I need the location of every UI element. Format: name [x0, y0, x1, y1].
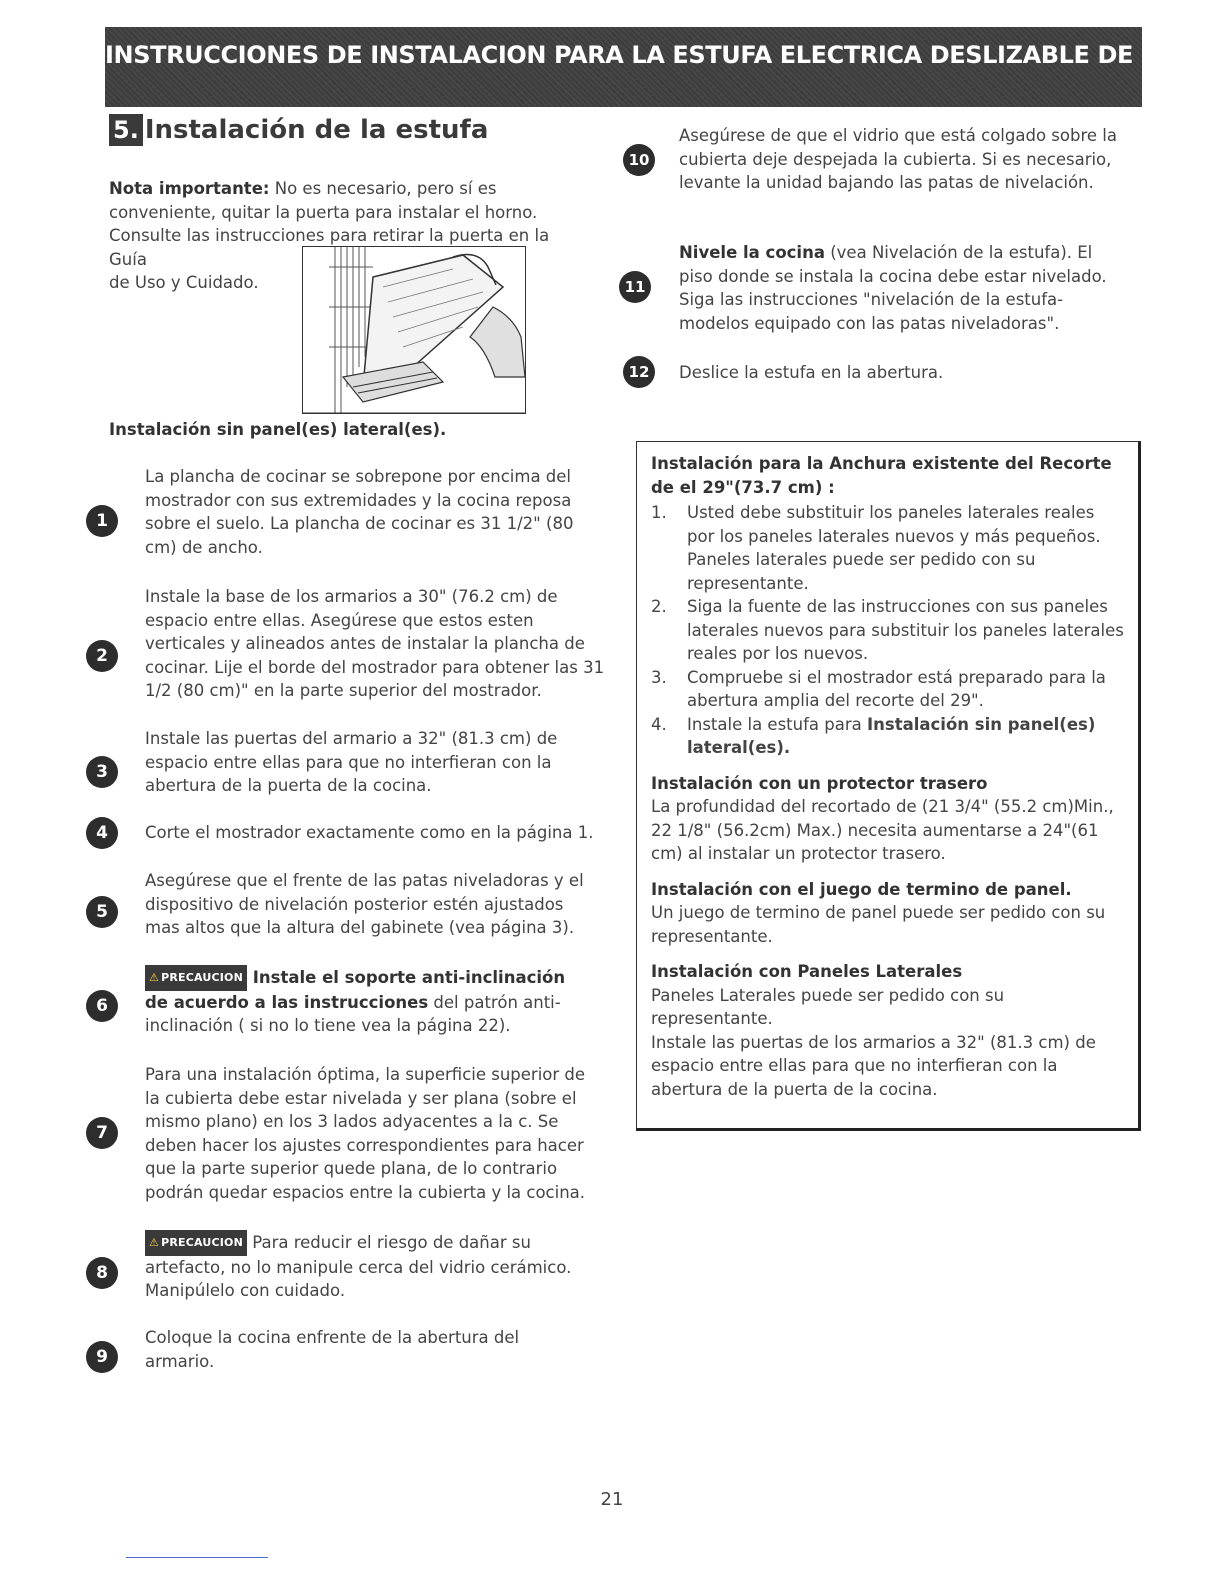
list-text: Instale la estufa para [687, 714, 867, 734]
text-line: Asegúrese que el frente de las patas niveladoras y el [145, 871, 584, 890]
warning-icon: ⚠ [149, 1236, 160, 1249]
list-item [651, 666, 1126, 713]
protector-text: La profundidad del recortado de (21 3/4" (55.2 cm)Min., 22 1/8" (56.2cm) Max.) necesita aumentarse a 24"(61 cm) al instalar un protector trasero. [651, 797, 1114, 863]
text-line: La plancha de cocinar se sobrepone por encima del [145, 467, 572, 486]
panel-kit-heading: Instalación con el juego de termino de panel. [651, 879, 1072, 899]
step-8-bullet: 8 [86, 1257, 118, 1289]
step-1-text [145, 465, 615, 559]
step-6-bullet: 6 [86, 990, 118, 1022]
list-number: 2. [651, 597, 667, 616]
text-line: piso donde se instala la cocina debe estar nivelado. [679, 266, 1107, 286]
side-panels-text: Instale las puertas de los armarios a 32" (81.3 cm) de espacio entre ellas para que no interfieran con la abertura de la puerta de la cocina. [651, 1032, 1096, 1099]
side-panels-heading: Instalación con Paneles Laterales [651, 962, 963, 981]
section-heading [109, 114, 488, 150]
text-line: Para una instalación óptima, la superficie superior de [145, 1065, 586, 1084]
note-line: conveniente, quitar la puerta para instalar el horno. [109, 202, 538, 222]
caution-badge [145, 1230, 247, 1256]
text-line: levante la unidad bajando las patas de nivelación. [679, 173, 1094, 192]
step-11-bullet: 11 [619, 271, 651, 303]
step-2-text [145, 585, 615, 703]
list-number: 1. [651, 503, 667, 522]
caution-badge [145, 965, 247, 991]
section-title: Instalación de la estufa [144, 115, 489, 145]
text-line: mismo plano) en los 3 lados adyacentes a la c. Se [145, 1112, 559, 1131]
step-10-text [679, 124, 1149, 195]
list-item [651, 595, 1126, 666]
oven-door-illustration [302, 246, 526, 414]
list-text: Usted debe substituir los paneles laterales reales por los paneles laterales nuevos y más pequeños. Paneles laterales puede ser pedido con su representante. [687, 503, 1101, 593]
box-list [651, 501, 1126, 760]
note-line: No es necesario, pero sí es [269, 179, 497, 198]
text-line: artefacto, no lo manipule cerca del vidrio cerámico. [145, 1257, 572, 1277]
list-text-bold: Instalación sin panel(es) lateral(es). [687, 714, 1096, 757]
text-line: (vea Nivelación de la estufa). El [824, 243, 1093, 262]
list-item [651, 501, 1126, 595]
step-6-text [145, 965, 625, 1038]
step-12-bullet: 12 [623, 356, 655, 388]
text-line: cocinar. Lije el borde del mostrador para obtener las 31 [145, 657, 605, 677]
note-line: de Uso y Cuidado. [109, 273, 259, 292]
step-3-bullet: 3 [86, 756, 118, 788]
list-number: 4. [651, 714, 667, 734]
list-number: 3. [651, 667, 667, 687]
box-heading: Instalación para la Anchura existente del Recorte [651, 454, 1112, 473]
warning-icon: ⚠ [149, 971, 160, 984]
text-line: mas altos que la altura del gabinete (vea página 3). [145, 918, 575, 937]
side-panels-text: Paneles Laterales puede ser pedido con su representante. [651, 985, 1005, 1028]
text-line: Deslice la estufa en la abertura. [679, 363, 944, 382]
step-10-bullet: 10 [623, 144, 655, 176]
text-line: sobre el suelo. La plancha de cocinar es 31 1/2" (80 [145, 514, 574, 533]
title-banner [105, 27, 1186, 107]
step-2-bullet: 2 [86, 640, 118, 672]
text-line: verticales y alineados antes de instalar la plancha de [145, 634, 585, 653]
list-item [651, 713, 1126, 760]
text-line: inclinación ( si no lo tiene vea la página 22). [145, 1016, 511, 1035]
caution-label: PRECAUCION [161, 971, 244, 984]
text-line: del patrón anti- [428, 992, 561, 1012]
text-line: Corte el mostrador exactamente como en la página 1. [145, 823, 594, 842]
note-line: Consulte las instrucciones para retirar la puerta en la Guía [109, 226, 550, 269]
step-5-bullet: 5 [86, 896, 118, 928]
text-line: de acuerdo a las instrucciones [145, 992, 429, 1012]
text-line: cm) de ancho. [145, 537, 263, 557]
step-9-text [145, 1326, 615, 1373]
protector-heading: Instalación con un protector trasero [651, 773, 988, 793]
text-line: armario. [145, 1351, 215, 1371]
page-number: 21 [600, 1489, 624, 1510]
text-line: Nivele la cocina [679, 243, 825, 262]
step-3-text [145, 727, 615, 798]
section-number: 5. [109, 114, 143, 146]
text-line: mostrador con sus extremidades y la cocina reposa [145, 490, 572, 510]
step-1-bullet: 1 [86, 505, 118, 537]
list-text: Compruebe si el mostrador está preparado para la abertura amplia del recorte del 29". [687, 667, 1106, 710]
text-line: Instale las puertas del armario a 32" (81.3 cm) de [145, 729, 558, 748]
text-line: cubierta deje despejada la cubierta. Si es necesario, [679, 149, 1112, 169]
step-9-bullet: 9 [86, 1341, 118, 1373]
text-line: espacio entre ellas. Asegúrese que estos esten [145, 610, 534, 630]
text-line: Siga las instrucciones "nivelación de la estufa- [679, 290, 1064, 309]
note-label: Nota importante: [109, 179, 270, 198]
no-side-panel-heading: Instalación sin panel(es) lateral(es). [109, 420, 447, 439]
banner-title: INSTRUCCIONES DE INSTALACION PARA LA ESTUFA ELECTRICA DESLIZABLE DE 30" [105, 41, 1186, 69]
info-box [636, 441, 1141, 1131]
list-text: Siga la fuente de las instrucciones con sus paneles laterales nuevos para substituir los paneles laterales reales por los nuevos. [687, 597, 1124, 663]
text-line: Para reducir el riesgo de dañar su [247, 1233, 531, 1252]
step-7-bullet: 7 [86, 1117, 118, 1149]
caution-label: PRECAUCION [161, 1236, 244, 1249]
text-line: 1/2 (80 cm)" en la parte superior del mostrador. [145, 681, 542, 700]
text-line: abertura de la puerta de la cocina. [145, 776, 432, 795]
footer-rule [126, 1557, 268, 1558]
step-5-text [145, 869, 615, 940]
step-12-text [679, 361, 1149, 385]
text-line: espacio entre ellas para que no interfieran con la [145, 752, 552, 772]
text-line: podrán quedar espacios entre la cubierta y la cocina. [145, 1182, 586, 1202]
text-line: Coloque la cocina enfrente de la abertura del [145, 1328, 520, 1347]
text-line: la cubierta debe estar nivelada y ser plana (sobre el [145, 1088, 577, 1108]
text-line: modelos equipado con las patas niveladoras". [679, 313, 1060, 333]
step-4-text [145, 821, 615, 845]
text-line: Instale la base de los armarios a 30" (76.2 cm) de [145, 587, 558, 606]
text-line: dispositivo de nivelación posterior estén ajustados [145, 894, 564, 914]
step-7-text [145, 1063, 615, 1204]
text-line: Manipúlelo con cuidado. [145, 1281, 346, 1300]
step-8-text [145, 1230, 615, 1303]
text-line: deben hacer los ajustes correspondientes para hacer [145, 1135, 584, 1155]
step-11-text [679, 241, 1149, 335]
panel-kit-text: Un juego de termino de panel puede ser pedido con su representante. [651, 903, 1106, 946]
box-heading: de el 29"(73.7 cm) : [651, 477, 835, 497]
text-line: Asegúrese de que el vidrio que está colgado sobre la [679, 126, 1117, 145]
step-4-bullet: 4 [86, 817, 118, 849]
text-line: Instale el soporte anti-inclinación [247, 968, 566, 987]
text-line: que la parte superior quede plana, de lo contrario [145, 1159, 558, 1178]
